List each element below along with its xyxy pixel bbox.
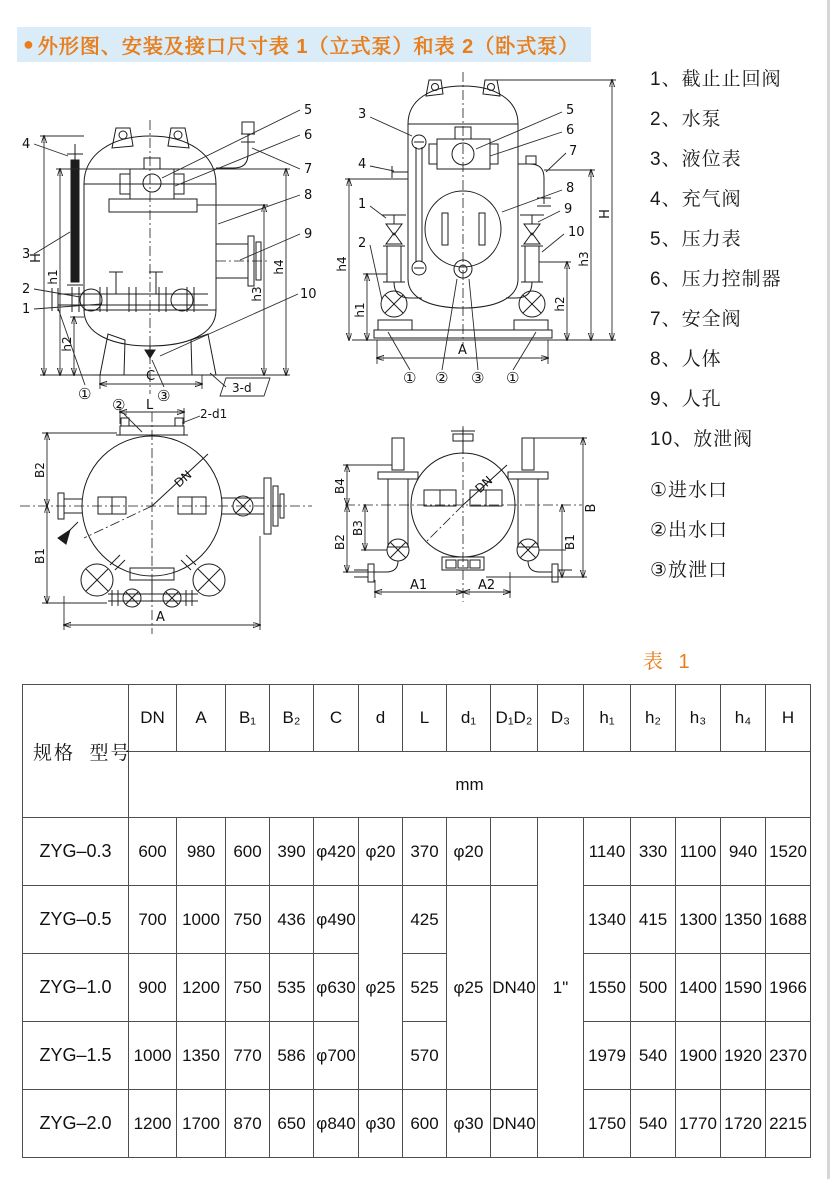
diagram-horizontal-pump-front: [330, 72, 645, 407]
cell: 700: [129, 886, 177, 954]
cell: 540: [631, 1090, 676, 1158]
manhole-nozzle: [216, 236, 270, 286]
port-3-drain: ③: [471, 369, 485, 387]
cell-model: ZYG–1.5: [23, 1022, 129, 1090]
dim-A1: A1: [410, 578, 428, 593]
legend-port-item: ③放泄口: [650, 560, 729, 581]
dim-h2: h2: [60, 336, 74, 352]
top-pump-assembly: [109, 158, 197, 212]
dim-B3: B3: [351, 520, 365, 536]
dim-DN: DN: [472, 473, 496, 496]
port-3-drain: ③: [157, 387, 171, 405]
cell: φ20: [447, 818, 491, 886]
dimension-lines: [345, 80, 616, 364]
port-1-inlet: ①: [78, 385, 92, 403]
port-2-outlet: ②: [435, 369, 449, 387]
callout-4: 4: [358, 157, 367, 172]
level-gauge: [392, 135, 426, 275]
cell: 600: [129, 818, 177, 886]
cell-model: ZYG–1.0: [23, 954, 129, 1022]
cell: 1100: [676, 818, 721, 886]
dim-h1: h1: [353, 302, 367, 318]
cell: 1979: [584, 1022, 631, 1090]
callout-3: 3: [22, 247, 31, 262]
cell: 2370: [766, 1022, 811, 1090]
cell: 1966: [766, 954, 811, 1022]
table-row: [23, 1022, 811, 1090]
dim-h3: h3: [577, 251, 591, 267]
col-header-H: H: [766, 685, 811, 752]
col-header-B2: B₂: [270, 685, 314, 752]
diagram-vertical-pump-front: [12, 72, 337, 407]
legend-item: 8、人体: [650, 349, 722, 370]
dim-B1: B1: [33, 548, 47, 564]
legend-item: 3、液位表: [650, 149, 742, 170]
cell: φ420: [314, 818, 359, 886]
col-header-D1D2: D₁D₂: [491, 685, 538, 752]
legend-item: 4、充气阀: [650, 189, 742, 210]
col-header-h1: h₁: [584, 685, 631, 752]
cell: φ700: [314, 1022, 359, 1090]
cell-merged-D1D2: DN40: [491, 886, 538, 1090]
dim-B: B: [584, 503, 599, 513]
cell: 540: [631, 1022, 676, 1090]
cell: 1720: [721, 1090, 766, 1158]
left-nozzle: [58, 493, 82, 544]
cell-model: ZYG–0.3: [23, 818, 129, 886]
dim-h1: h1: [46, 269, 60, 285]
cell: 1520: [766, 818, 811, 886]
cell: 1750: [584, 1090, 631, 1158]
cell: 535: [270, 954, 314, 1022]
cell-merged-d: φ25: [359, 886, 403, 1090]
callout-9: 9: [304, 227, 313, 242]
unit-cell: mm: [129, 752, 811, 818]
cell: 1000: [177, 886, 226, 954]
dim-B1: B1: [563, 534, 577, 550]
bottom-valves: [81, 555, 225, 607]
legend-item: 1、截止止回阀: [650, 69, 782, 90]
callout-9: 9: [564, 202, 573, 217]
callout-3: 3: [358, 107, 367, 122]
cell: 330: [631, 818, 676, 886]
cell: 870: [226, 1090, 270, 1158]
cell: 1688: [766, 886, 811, 954]
dim-C: C: [146, 369, 156, 384]
callout-5: 5: [566, 103, 575, 118]
callout-8: 8: [304, 188, 313, 203]
cell: φ30: [447, 1090, 491, 1158]
col-header-A: A: [177, 685, 226, 752]
legend-item: 5、压力表: [650, 229, 742, 250]
diagram-vertical-pump-top: [12, 398, 342, 643]
bullet-icon: ●: [23, 34, 34, 54]
cell-model: ZYG–2.0: [23, 1090, 129, 1158]
cell: 586: [270, 1022, 314, 1090]
cell: 1770: [676, 1090, 721, 1158]
dim-L: L: [146, 398, 154, 413]
dim-3-d: 3-d: [232, 381, 252, 395]
dim-h2: h2: [553, 296, 567, 312]
dim-A2: A2: [478, 578, 496, 593]
safety-valve-pipe: [518, 156, 551, 206]
cell: φ490: [314, 886, 359, 954]
cell: 500: [631, 954, 676, 1022]
legend-item: 10、放泄阀: [650, 429, 754, 450]
cell: 525: [403, 954, 447, 1022]
cell: 436: [270, 886, 314, 954]
cell: [491, 818, 538, 886]
section-title: 外形图、安装及接口尺寸表 1（立式泵）和表 2（卧式泵）: [37, 36, 580, 58]
dim-DN: DN: [171, 467, 195, 491]
cell: 570: [403, 1022, 447, 1090]
cell-model: ZYG–0.5: [23, 886, 129, 954]
col-header-h3: h₃: [676, 685, 721, 752]
tank-outline: [84, 120, 224, 394]
level-gauge: [67, 144, 83, 285]
dimension-lines: [343, 438, 587, 598]
col-header-C: C: [314, 685, 359, 752]
diagram-horizontal-pump-top: [330, 420, 640, 640]
right-pump: [506, 215, 548, 330]
cell-merged-D3: 1": [538, 818, 584, 1158]
left-pump: [354, 438, 418, 582]
cell: DN40: [491, 1090, 538, 1158]
dim-h3: h3: [250, 286, 264, 302]
cell: 770: [226, 1022, 270, 1090]
table-1-label: 表 1: [643, 651, 695, 673]
callout-8: 8: [566, 181, 575, 196]
cell: 390: [270, 818, 314, 886]
cell: φ840: [314, 1090, 359, 1158]
callout-6: 6: [566, 123, 575, 138]
cell: φ20: [359, 818, 403, 886]
spec-model-header: 规格 型号: [23, 685, 129, 818]
cell: 1400: [676, 954, 721, 1022]
dim-H: H: [598, 209, 613, 219]
port-1-inlet-b: ①: [506, 369, 520, 387]
legend-port-item: ②出水口: [650, 520, 729, 541]
cell: 600: [403, 1090, 447, 1158]
port-legend: [650, 475, 830, 582]
dim-h4: h4: [335, 256, 349, 272]
cell: 980: [177, 818, 226, 886]
left-pump: [378, 215, 422, 330]
cell: 1590: [721, 954, 766, 1022]
cell: 415: [631, 886, 676, 954]
col-header-d1: d₁: [447, 685, 491, 752]
dim-B2: B2: [33, 462, 47, 478]
table-row: [23, 954, 811, 1022]
col-header-L: L: [403, 685, 447, 752]
dim-A: A: [458, 343, 467, 358]
cell: 1700: [177, 1090, 226, 1158]
col-header-D3: D₃: [538, 685, 584, 752]
callout-6: 6: [304, 128, 313, 143]
dim-B4: B4: [333, 478, 347, 494]
cell-merged-d1: φ25: [447, 886, 491, 1090]
cell: 1300: [676, 886, 721, 954]
table-row: [23, 1090, 811, 1158]
cell: 1550: [584, 954, 631, 1022]
callout-2: 2: [358, 236, 367, 251]
callout-7: 7: [304, 162, 313, 177]
callout-1: 1: [358, 197, 367, 212]
legend-item: 9、人孔: [650, 389, 722, 410]
cell: 1340: [584, 886, 631, 954]
legend-item: 2、水泵: [650, 109, 722, 130]
cell: 1900: [676, 1022, 721, 1090]
col-header-B1: B₁: [226, 685, 270, 752]
legend-item: 7、安全阀: [650, 309, 742, 330]
col-header-h4: h₄: [721, 685, 766, 752]
cell: 940: [721, 818, 766, 886]
parts-legend: [650, 64, 830, 595]
legend-item: 6、压力控制器: [650, 269, 782, 290]
callout-2: 2: [22, 282, 31, 297]
legend-port-item: ①进水口: [650, 480, 729, 501]
cell: 1140: [584, 818, 631, 886]
dimension-lines: [42, 408, 260, 630]
table-row: [23, 818, 811, 886]
callout-7: 7: [569, 144, 578, 159]
dim-B2: B2: [333, 534, 347, 550]
cell: 750: [226, 954, 270, 1022]
cell: 370: [403, 818, 447, 886]
top-pump-assembly: [429, 127, 498, 169]
cell: φ630: [314, 954, 359, 1022]
cell: 1920: [721, 1022, 766, 1090]
cell: 750: [226, 886, 270, 954]
col-header-h2: h₂: [631, 685, 676, 752]
cell: 650: [270, 1090, 314, 1158]
callout-5: 5: [304, 103, 313, 118]
cell: φ30: [359, 1090, 403, 1158]
shell-top-view: [345, 426, 582, 602]
dim-2-d1: 2-d1: [200, 407, 228, 421]
cell: 1200: [129, 1090, 177, 1158]
cell: 1350: [721, 886, 766, 954]
col-header-DN: DN: [129, 685, 177, 752]
dim-A: A: [156, 610, 165, 625]
dim-h4: h4: [272, 259, 286, 275]
cell: 1350: [177, 1022, 226, 1090]
col-header-d: d: [359, 685, 403, 752]
port-1-inlet: ①: [403, 369, 417, 387]
callout-4: 4: [22, 137, 31, 152]
cell: 600: [226, 818, 270, 886]
callout-1: 1: [22, 302, 31, 317]
callout-10: 10: [300, 287, 317, 302]
cell: 900: [129, 954, 177, 1022]
table-row: [23, 886, 811, 954]
dim-H: H: [29, 253, 44, 263]
cell: 425: [403, 886, 447, 954]
section-title-bar: [17, 27, 591, 62]
port-2-outlet: ②: [112, 398, 126, 414]
callout-10: 10: [568, 225, 585, 240]
cell: 1200: [177, 954, 226, 1022]
dimension-table: [22, 684, 811, 1158]
cell: 2215: [766, 1090, 811, 1158]
cell: 1000: [129, 1022, 177, 1090]
